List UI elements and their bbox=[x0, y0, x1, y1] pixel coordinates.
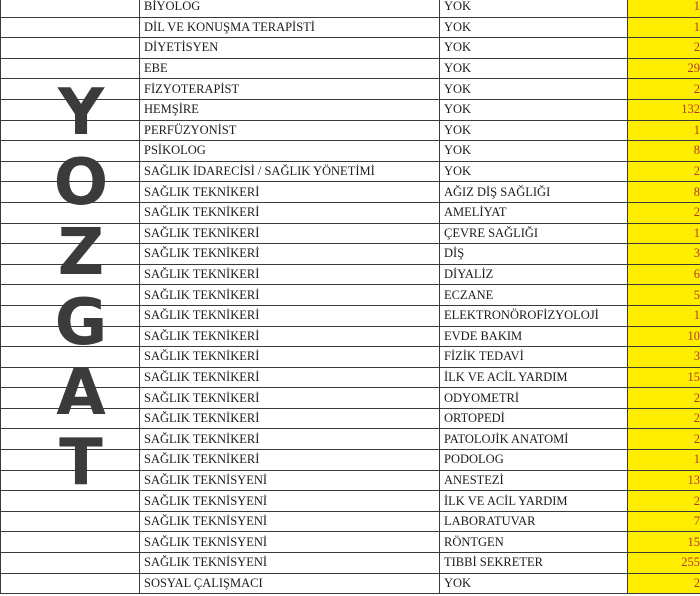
count-cell: 10 bbox=[628, 326, 700, 347]
count-cell: 1 bbox=[628, 0, 700, 17]
count-cell: 3 bbox=[628, 244, 700, 265]
field-cell: YOK bbox=[440, 120, 628, 141]
blank-cell bbox=[1, 553, 140, 574]
field-cell: ECZANE bbox=[440, 285, 628, 306]
count-cell: 2 bbox=[628, 388, 700, 409]
job-title-cell: SOSYAL ÇALIŞMACI bbox=[140, 573, 440, 594]
blank-cell bbox=[1, 532, 140, 553]
field-cell: YOK bbox=[440, 17, 628, 38]
field-cell: YOK bbox=[440, 141, 628, 162]
job-title-cell: SAĞLIK TEKNİKERİ bbox=[140, 408, 440, 429]
city-title-letter: O bbox=[53, 146, 109, 220]
count-cell: 1 bbox=[628, 17, 700, 38]
count-cell: 2 bbox=[628, 408, 700, 429]
job-title-cell: SAĞLIK TEKNİSYENİ bbox=[140, 532, 440, 553]
job-title-cell: BİYOLOG bbox=[140, 0, 440, 17]
city-title-letter: G bbox=[54, 286, 108, 360]
field-cell: AĞIZ DİŞ SAĞLIĞI bbox=[440, 182, 628, 203]
job-title-cell: SAĞLIK TEKNİKERİ bbox=[140, 429, 440, 450]
field-cell: YOK bbox=[440, 161, 628, 182]
count-cell: 8 bbox=[628, 182, 700, 203]
field-cell: ELEKTRONÖROFİZYOLOJİ bbox=[440, 305, 628, 326]
field-cell: YOK bbox=[440, 573, 628, 594]
table-row bbox=[1, 511, 700, 532]
field-cell: DİŞ bbox=[440, 244, 628, 265]
count-cell: 1 bbox=[628, 305, 700, 326]
job-title-cell: SAĞLIK TEKNİKERİ bbox=[140, 285, 440, 306]
blank-cell bbox=[1, 511, 140, 532]
count-cell: 1 bbox=[628, 120, 700, 141]
city-title-letter: A bbox=[56, 356, 106, 430]
count-cell: 8 bbox=[628, 141, 700, 162]
table-row bbox=[1, 58, 700, 79]
job-title-cell: SAĞLIK TEKNİKERİ bbox=[140, 182, 440, 203]
table-row bbox=[1, 38, 700, 59]
count-cell: 1 bbox=[628, 223, 700, 244]
table-row bbox=[1, 0, 700, 17]
field-cell: YOK bbox=[440, 79, 628, 100]
job-title-cell: SAĞLIK İDARECİSİ / SAĞLIK YÖNETİMİ bbox=[140, 161, 440, 182]
field-cell: ORTOPEDİ bbox=[440, 408, 628, 429]
field-cell: RÖNTGEN bbox=[440, 532, 628, 553]
count-cell: 2 bbox=[628, 161, 700, 182]
job-title-cell: SAĞLIK TEKNİKERİ bbox=[140, 305, 440, 326]
table-row bbox=[1, 532, 700, 553]
table-row bbox=[1, 553, 700, 574]
job-title-cell: PERFÜZYONİST bbox=[140, 120, 440, 141]
job-title-cell: SAĞLIK TEKNİSYENİ bbox=[140, 511, 440, 532]
blank-cell bbox=[1, 38, 140, 59]
count-cell: 2 bbox=[628, 202, 700, 223]
field-cell: ODYOMETRİ bbox=[440, 388, 628, 409]
city-title-letter: Z bbox=[57, 216, 105, 290]
job-title-cell: SAĞLIK TEKNİKERİ bbox=[140, 326, 440, 347]
count-cell: 2 bbox=[628, 79, 700, 100]
field-cell: ANESTEZİ bbox=[440, 470, 628, 491]
field-cell: TIBBİ SEKRETER bbox=[440, 553, 628, 574]
field-cell: İLK VE ACİL YARDIM bbox=[440, 491, 628, 512]
job-title-cell: SAĞLIK TEKNİKERİ bbox=[140, 450, 440, 471]
city-title bbox=[51, 78, 111, 498]
count-cell: 132 bbox=[628, 99, 700, 120]
count-cell: 3 bbox=[628, 347, 700, 368]
job-title-cell: SAĞLIK TEKNİSYENİ bbox=[140, 491, 440, 512]
count-cell: 13 bbox=[628, 470, 700, 491]
job-title-cell: PSİKOLOG bbox=[140, 141, 440, 162]
count-cell: 15 bbox=[628, 532, 700, 553]
city-title-letter: T bbox=[59, 426, 103, 500]
job-title-cell: DİYETİSYEN bbox=[140, 38, 440, 59]
job-title-cell: SAĞLIK TEKNİSYENİ bbox=[140, 553, 440, 574]
blank-cell bbox=[1, 17, 140, 38]
field-cell: FİZİK TEDAVİ bbox=[440, 347, 628, 368]
job-title-cell: SAĞLIK TEKNİKERİ bbox=[140, 347, 440, 368]
job-title-cell: SAĞLIK TEKNİKERİ bbox=[140, 388, 440, 409]
job-title-cell: FİZYOTERAPİST bbox=[140, 79, 440, 100]
field-cell: ÇEVRE SAĞLIĞI bbox=[440, 223, 628, 244]
count-cell: 2 bbox=[628, 573, 700, 594]
field-cell: YOK bbox=[440, 0, 628, 17]
field-cell: İLK VE ACİL YARDIM bbox=[440, 367, 628, 388]
count-cell: 15 bbox=[628, 367, 700, 388]
job-title-cell: SAĞLIK TEKNİSYENİ bbox=[140, 470, 440, 491]
job-title-cell: SAĞLIK TEKNİKERİ bbox=[140, 264, 440, 285]
count-cell: 1 bbox=[628, 450, 700, 471]
count-cell: 7 bbox=[628, 511, 700, 532]
table-row bbox=[1, 573, 700, 594]
job-title-cell: HEMŞİRE bbox=[140, 99, 440, 120]
job-title-cell: DİL VE KONUŞMA TERAPİSTİ bbox=[140, 17, 440, 38]
table-row bbox=[1, 17, 700, 38]
field-cell: EVDE BAKIM bbox=[440, 326, 628, 347]
job-title-cell: SAĞLIK TEKNİKERİ bbox=[140, 202, 440, 223]
count-cell: 2 bbox=[628, 491, 700, 512]
city-title-letter: Y bbox=[57, 76, 105, 150]
job-title-cell: SAĞLIK TEKNİKERİ bbox=[140, 223, 440, 244]
job-title-cell: EBE bbox=[140, 58, 440, 79]
count-cell: 2 bbox=[628, 429, 700, 450]
field-cell: DİYALİZ bbox=[440, 264, 628, 285]
field-cell: AMELİYAT bbox=[440, 202, 628, 223]
blank-cell bbox=[1, 573, 140, 594]
count-cell: 2 bbox=[628, 38, 700, 59]
field-cell: YOK bbox=[440, 58, 628, 79]
count-cell: 29 bbox=[628, 58, 700, 79]
field-cell: LABORATUVAR bbox=[440, 511, 628, 532]
job-title-cell: SAĞLIK TEKNİKERİ bbox=[140, 367, 440, 388]
count-cell: 5 bbox=[628, 285, 700, 306]
blank-cell bbox=[1, 0, 140, 17]
field-cell: YOK bbox=[440, 38, 628, 59]
count-cell: 6 bbox=[628, 264, 700, 285]
field-cell: PATOLOJİK ANATOMİ bbox=[440, 429, 628, 450]
field-cell: YOK bbox=[440, 99, 628, 120]
job-title-cell: SAĞLIK TEKNİKERİ bbox=[140, 244, 440, 265]
field-cell: PODOLOG bbox=[440, 450, 628, 471]
count-cell: 255 bbox=[628, 553, 700, 574]
